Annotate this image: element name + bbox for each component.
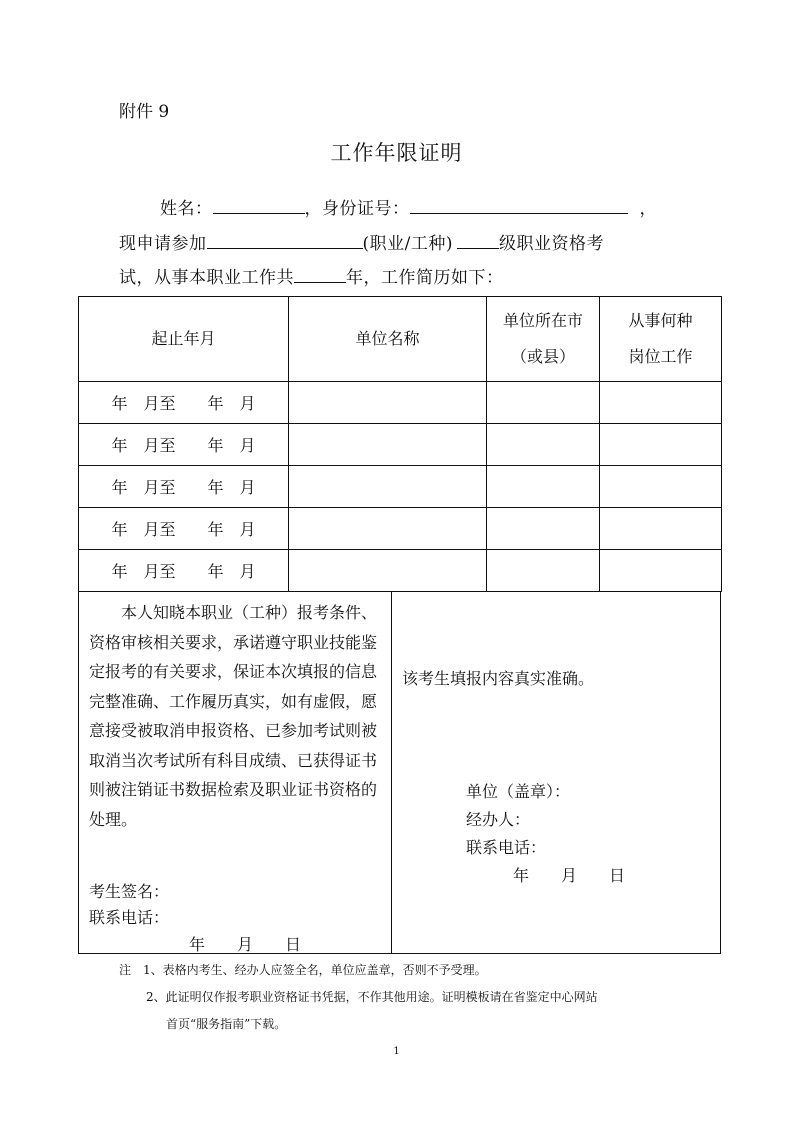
table-row: [79, 466, 722, 508]
header-period: 起止年月: [79, 297, 289, 382]
unit-name-cell[interactable]: [289, 382, 487, 424]
work-history-table: [78, 296, 722, 592]
unit-city-cell[interactable]: [487, 424, 600, 466]
period-text: 年 月至 年 月: [111, 478, 256, 497]
header-unit-city: [487, 297, 600, 382]
period-cell[interactable]: [79, 382, 289, 424]
name-blank[interactable]: [213, 195, 305, 214]
occupation-blank[interactable]: [207, 230, 363, 249]
exam-prefix: 试，从事本职业工作共: [119, 268, 294, 288]
unit-name-cell[interactable]: [289, 508, 487, 550]
trailing-comma: ，: [639, 199, 657, 219]
unit-name-cell[interactable]: [289, 466, 487, 508]
period-text: 年 月至 年 月: [111, 520, 256, 539]
header-post-line1: 从事何种: [628, 311, 693, 330]
unit-confirm-text: 该考生填报内容真实准确。: [402, 669, 595, 688]
years-blank[interactable]: [294, 264, 346, 283]
header-post: [600, 297, 722, 382]
id-label: ，身份证号：: [304, 199, 410, 219]
header-city-line2: （或县）: [510, 347, 575, 366]
candidate-pledge-cell: [79, 592, 392, 953]
unit-phone-label: 联系电话：: [466, 838, 547, 857]
attachment-label: 附件 9: [119, 102, 170, 122]
period-text: 年 月至 年 月: [111, 394, 256, 413]
occupation-label: (职业/工种): [362, 234, 453, 254]
table-row: [79, 382, 722, 424]
unit-city-cell[interactable]: [487, 550, 600, 592]
period-cell[interactable]: [79, 466, 289, 508]
unit-city-cell[interactable]: [487, 508, 600, 550]
post-cell[interactable]: [600, 466, 722, 508]
post-cell[interactable]: [600, 550, 722, 592]
unit-date: 年 月 日: [513, 866, 626, 885]
handler-label: 经办人：: [466, 810, 531, 829]
level-blank[interactable]: [457, 230, 499, 249]
unit-name-cell[interactable]: [289, 424, 487, 466]
unit-city-cell[interactable]: [487, 466, 600, 508]
note-line-3: 首页“服务指南”下载。: [166, 1017, 287, 1031]
table-row: [79, 550, 722, 592]
id-number-blank[interactable]: [410, 195, 628, 214]
unit-seal-label: 单位（盖章）：: [466, 782, 571, 801]
table-header-row: [79, 297, 722, 382]
unit-city-cell[interactable]: [487, 382, 600, 424]
period-text: 年 月至 年 月: [111, 436, 256, 455]
candidate-signature-label: 考生签名：: [89, 882, 170, 901]
declaration-section: [78, 592, 721, 954]
post-cell[interactable]: [600, 508, 722, 550]
page-number: 1: [393, 1046, 400, 1057]
years-line: [119, 263, 504, 288]
pledge-text: 本人知晓本职业（工种）报考条件、资格审核相关要求，承诺遵守职业技能鉴定报考的有关要求，保证本次填报的信息完整准确、工作履历真实，如有虚假，愿意接受被取消申报资格、已参加考试则被取消当次考试所有科目成绩、已获得证书则被注销证书数据检索及职业证书资格的处理。: [89, 603, 378, 829]
occupation-line: [119, 229, 604, 254]
page-title: 工作年限证明: [330, 141, 463, 165]
apply-prefix: 现申请参加: [119, 234, 207, 254]
header-city-line1: 单位所在市: [502, 311, 583, 330]
period-cell[interactable]: [79, 508, 289, 550]
years-suffix: 年，工作简历如下：: [346, 268, 504, 288]
table-row: [79, 508, 722, 550]
period-cell[interactable]: [79, 424, 289, 466]
post-cell[interactable]: [600, 424, 722, 466]
name-label: 姓名：: [160, 199, 213, 219]
table-row: [79, 424, 722, 466]
post-cell[interactable]: [600, 382, 722, 424]
note-line-1: 注 1、表格内考生、经办人应签全名，单位应盖章，否则不予受理。: [119, 963, 487, 977]
candidate-phone-label: 联系电话：: [89, 908, 170, 927]
candidate-date: 年 月 日: [189, 935, 302, 954]
name-id-line: [160, 194, 657, 219]
period-text: 年 月至 年 月: [111, 562, 256, 581]
level-suffix: 级职业资格考: [499, 234, 604, 254]
unit-name-cell[interactable]: [289, 550, 487, 592]
note-line-2: 2、此证明仅作报考职业资格证书凭据，不作其他用途。证明模板请在省鉴定中心网站: [146, 990, 598, 1004]
period-cell[interactable]: [79, 550, 289, 592]
header-unit-name: 单位名称: [289, 297, 487, 382]
header-post-line2: 岗位工作: [628, 347, 693, 366]
